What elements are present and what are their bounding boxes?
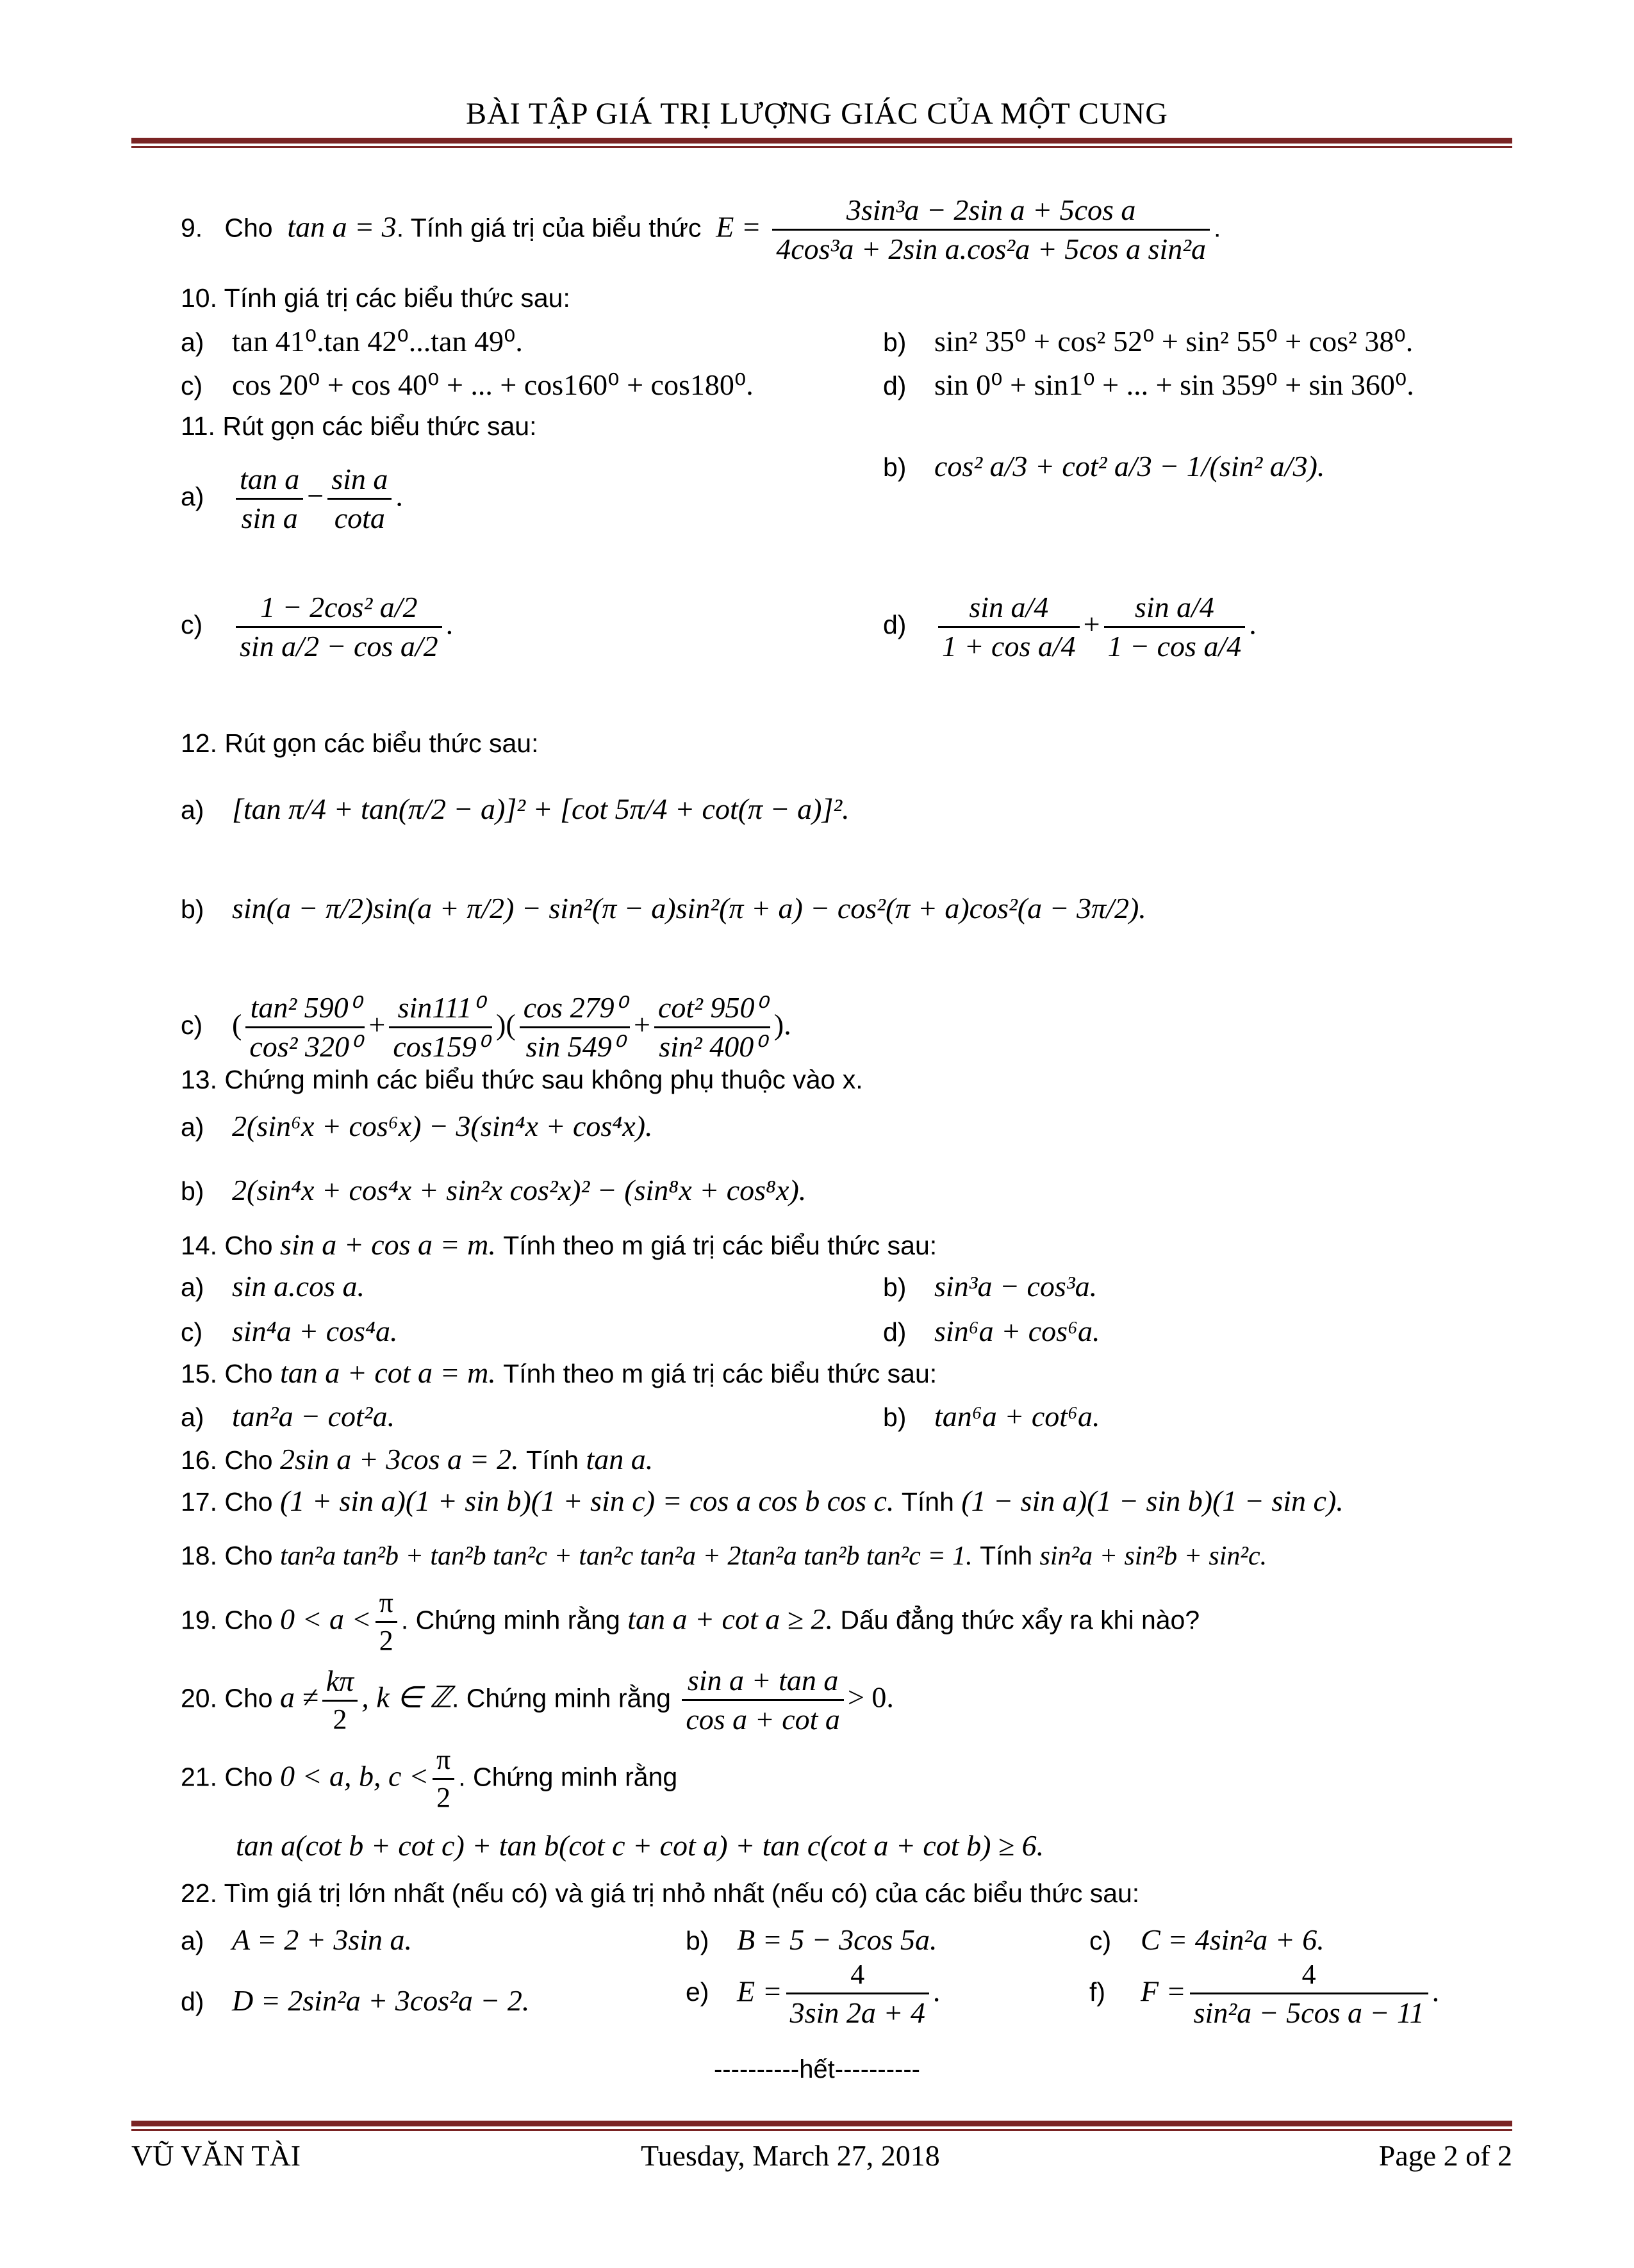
footer-date: Tuesday, March 27, 2018 xyxy=(641,2139,940,2172)
problem-22f: f) F = $\frac{4}{\text{sin²a − 5cos a − 11}}$ . xyxy=(1089,1959,1440,2029)
problem-12b: b) sin(a − π/2)sin(a + π/2) − sin²(π − a)sin²(π + a) − cos²(π + a)cos²(a − 3π/2). xyxy=(181,892,1146,924)
problem-16: 16. Cho 2sin a + 3cos a = 2. Tính tan a. xyxy=(181,1443,654,1475)
problem-22d: d) D = 2sin²a + 3cos²a − 2. xyxy=(181,1984,530,2017)
problem-19: 19. Cho 0 < a < $\frac{\pi}{2}$ . Chứng minh rằng tan a + cot a ≥ 2. Dấu đẳng thức xẩy ra khi nào? xyxy=(181,1587,1200,1656)
problem-20: 20. Cho a ≠ $\frac{k\pi}{2}$ , k ∈ ℤ. Chứng minh rằng $\frac{\text{sin a + tan a}}{\text{cos a + cot a}}$ > 0. xyxy=(181,1664,894,1736)
problem-14c: c) sin⁴a + cos⁴a. xyxy=(181,1315,398,1347)
header-rule-thick xyxy=(131,138,1512,144)
footer-author: VŨ VĂN TÀI xyxy=(131,2139,301,2172)
footer-rule-thick xyxy=(131,2121,1512,2126)
page-header-title: BÀI TẬP GIÁ TRỊ LƯỢNG GIÁC CỦA MỘT CUNG xyxy=(466,97,1168,131)
problem-14b: b) sin³a − cos³a. xyxy=(883,1270,1098,1302)
problem-10b: b) sin² 35⁰ + cos² 52⁰ + sin² 55⁰ + cos² 38⁰. xyxy=(883,325,1414,357)
problem-22c: c) C = 4sin²a + 6. xyxy=(1089,1923,1325,1956)
footer-rule-thin xyxy=(131,2129,1512,2131)
problem-21-inequality: tan a(cot b + cot c) + tan b(cot c + cot a) + tan c(cot a + cot b) ≥ 6. xyxy=(236,1829,1044,1862)
problem-9-fraction: $\frac{\text{3sin³a − 2sin a + 5cos a}}{\text{4cos³a + 2sin a.cos²a + 5cos a sin²a}}$ xyxy=(772,195,1210,264)
problem-17: 17. Cho (1 + sin a)(1 + sin b)(1 + sin c) = cos a cos b cos c. Tính (1 − sin a)(1 − sin b)(1 − sin c). xyxy=(181,1484,1344,1517)
problem-11-title: 11. Rút gọn các biểu thức sau: xyxy=(181,411,537,441)
problem-22e: e) E = $\frac{4}{3\sin 2a + 4}$ . xyxy=(686,1959,941,2029)
problem-18: 18. Cho tan²a tan²b + tan²b tan²c + tan²c tan²a + 2tan²a tan²b tan²c = 1. Tính sin²a + sin²b + sin²c. xyxy=(181,1541,1267,1571)
problem-11d: d) $\frac{\text{sin a/4}}{\text{1 + cos a/4}}$ + $\frac{\text{sin a/4}}{\text{1 − cos a/4}}$ . xyxy=(883,591,1257,662)
problem-14a: a) sin a.cos a. xyxy=(181,1270,365,1302)
problem-10a: a) tan 41⁰.tan 42⁰...tan 49⁰. xyxy=(181,325,523,357)
problem-22-title: 22. Tìm giá trị lớn nhất (nếu có) và giá trị nhỏ nhất (nếu có) của các biểu thức sau: xyxy=(181,1878,1140,1908)
problem-11b: b) cos² a/3 + cot² a/3 − 1/(sin² a/3). xyxy=(883,450,1325,482)
end-marker: ----------hết---------- xyxy=(713,2055,920,2083)
problem-15b: b) tan⁶a + cot⁶a. xyxy=(883,1400,1100,1433)
problem-13-title: 13. Chứng minh các biểu thức sau không phụ thuộc vào x. xyxy=(181,1065,863,1094)
problem-10-title: 10. Tính giá trị các biểu thức sau: xyxy=(181,283,570,313)
problem-21: 21. Cho 0 < a, b, c < $\frac{\pi}{2}$ . Chứng minh rằng xyxy=(181,1744,678,1813)
problem-15: 15. Cho tan a + cot a = m. Tính theo m giá trị các biểu thức sau: xyxy=(181,1356,937,1389)
problem-11a: a) $\frac{\text{tan a}}{\text{sin a}}$ − $\frac{\text{sin a}}{\cot a}$ . xyxy=(181,463,403,534)
problem-12-title: 12. Rút gọn các biểu thức sau: xyxy=(181,728,539,758)
header-rule-thin xyxy=(131,146,1512,148)
problem-14: 14. Cho sin a + cos a = m. Tính theo m giá trị các biểu thức sau: xyxy=(181,1228,937,1261)
problem-12c: c) ( $\frac{\text{tan² 590⁰}}{\text{cos² 320⁰}}$ + $\frac{\text{sin111⁰}}{\text{cos159⁰}}$ )( $\frac{\text{cos 279⁰}}{\text{sin 549⁰}}$ + $\frac{\text{cot² 950⁰}}{\text{sin² 400⁰}}$ ). xyxy=(181,991,791,1063)
problem-22b: b) B = 5 − 3cos 5a. xyxy=(686,1923,937,1956)
problem-13a: a) 2(sin⁶x + cos⁶x) − 3(sin⁴x + cos⁴x). xyxy=(181,1110,653,1142)
problem-14d: d) sin⁶a + cos⁶a. xyxy=(883,1315,1100,1347)
problem-9: 9. Cho tan a = 3. Tính giá trị của biểu thức E = $\frac{\text{3sin³a − 2sin a + 5cos a}}{\text{4cos³a + 2sin a.cos²a + 5cos a sin²a}}$ . xyxy=(181,193,1221,265)
problem-10d: d) sin 0⁰ + sin1⁰ + ... + sin 359⁰ + sin 360⁰. xyxy=(883,368,1414,401)
problem-13b: b) 2(sin⁴x + cos⁴x + sin²x cos²x)² − (sin⁸x + cos⁸x). xyxy=(181,1174,807,1206)
problem-22a: a) A = 2 + 3sin a. xyxy=(181,1923,413,1956)
problem-12a: a) [tan π/4 + tan(π/2 − a)]² + [cot 5π/4 + cot(π − a)]². xyxy=(181,793,850,825)
problem-10c: c) cos 20⁰ + cos 40⁰ + ... + cos160⁰ + cos180⁰. xyxy=(181,368,754,401)
problem-15a: a) tan²a − cot²a. xyxy=(181,1400,395,1433)
footer-page: Page 2 of 2 xyxy=(1378,2139,1512,2172)
problem-11c: c) $\frac{\text{1 − 2cos² a/2}}{\text{sin a/2 − cos a/2}}$ . xyxy=(181,591,454,662)
